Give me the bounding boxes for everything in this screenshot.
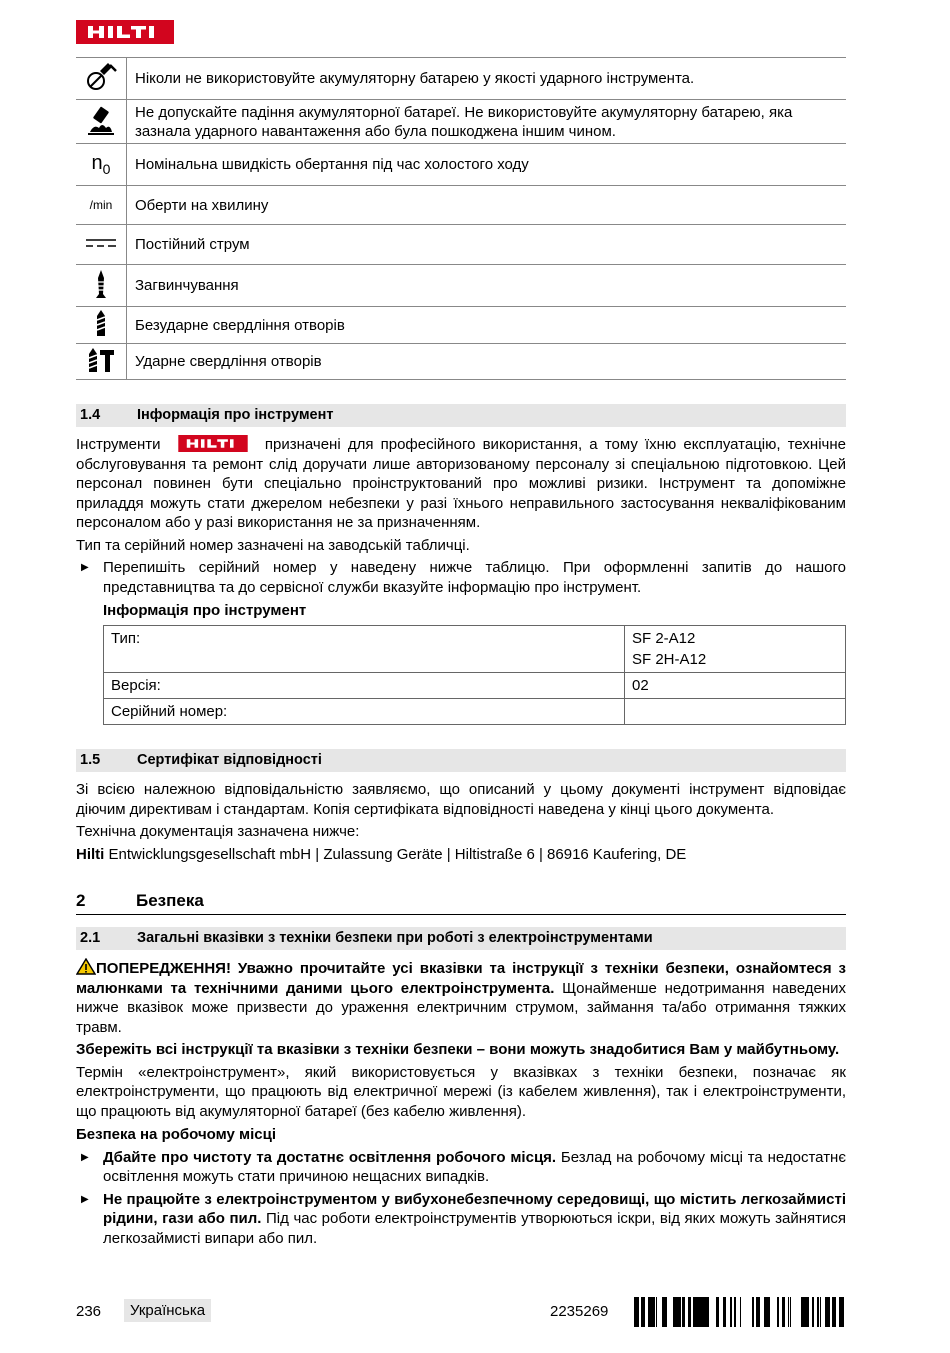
section-1-4-heading — [76, 404, 846, 427]
page-footer — [76, 1297, 846, 1327]
text-fragment: призначені для професійного використання, а тому їхню експлуатацію, технічне обслуговування та ремонт слід доручати лише авторизованому персоналу зі спеціальною підготовкою. Цей персонал повинен бути спеціально проінструктований про можливі ризики. Інструмент та допоміжне приладдя можуть стати джерелом небезпеки у разі їхнього неправильного застосування некваліфікованим персоналом або у разі використання не за призначенням. — [76, 436, 846, 531]
section-number: 2.1 — [80, 930, 101, 946]
paragraph: Тип та серійний номер зазначені на заводській табличці. — [76, 536, 470, 554]
symbol-description: Ніколи не використовуйте акумуляторну батарею у якості ударного інструмента. — [127, 58, 847, 100]
page-content — [76, 57, 846, 1251]
symbol-description: Ударне свердління отворів — [127, 344, 847, 380]
bullet-bold: Не працюйте з електроінструментом у вибухонебезпечному середовищі, що містить легкозаймисті рідини, гази або пил. — [103, 1190, 846, 1227]
bullet-item — [76, 1148, 846, 1187]
table-row — [104, 673, 846, 699]
company-name: Hilti — [76, 845, 105, 863]
paragraph: Термін «електроінструмент», який використовується у вказівках з техніки безпеки, позначає як електроінструменти, що працюють від електричної мережі (із кабелем живлення), так і електроінструменти, що працюють від акумуляторної батареї (без кабелю живлення). — [76, 1063, 846, 1120]
table-row — [104, 699, 846, 725]
hilti-logo — [76, 20, 174, 44]
paragraph: Зі всією належною відповідальністю заявляємо, що описаний у цьому документі інструмент відповідає діючим директивам і стандартам. Копія сертифіката відповідності наведена у кінці цього документа. — [76, 781, 846, 818]
symbol-description: Номінальна швидкість обертання під час холостого ходу — [127, 144, 847, 186]
section-title: Інформація про інструмент — [137, 407, 334, 423]
warning-triangle-icon — [76, 958, 96, 975]
bullet-triangle-icon: ▶ — [81, 1193, 89, 1205]
symbol-row — [76, 186, 846, 225]
falling-battery-icon — [86, 104, 116, 136]
page-number: 236 — [76, 1303, 102, 1320]
bullet-item — [76, 1190, 846, 1249]
symbol-description: Постійний струм — [127, 225, 847, 265]
info-table-title: Інформація про інструмент — [103, 602, 307, 619]
symbol-row — [76, 100, 846, 144]
table-label: Серійний номер: — [104, 699, 625, 725]
bullet-bold: Дбайте про чистоту та достатнє освітлення робочого місця. — [103, 1148, 557, 1166]
type-value: SF 2H-A12 — [632, 651, 707, 668]
warning-bold-text: ПОПЕРЕДЖЕННЯ! Уважно прочитайте усі вказівки та інструкції з техніки безпеки, ознайомтеся з малюнками та технічними даними цього електроінструмента. — [76, 960, 846, 997]
idle-speed-symbol: $n_0$ — [76, 144, 127, 186]
serial-number-field[interactable] — [625, 699, 846, 725]
text-fragment: Інструменти — [76, 436, 161, 453]
keep-instructions: Збережіть всі інструкції та вказівки з техніки безпеки – вони можуть знадобитися Вам у майбутньому. — [76, 1041, 840, 1058]
symbol-description: Безударне свердління отворів — [127, 307, 847, 344]
table-label: Версія: — [104, 673, 625, 699]
chapter-2-heading — [76, 890, 846, 915]
section-2-1-heading — [76, 927, 846, 950]
screwdriving-icon — [91, 268, 111, 300]
barcode — [634, 1297, 846, 1327]
section-1-5-heading — [76, 749, 846, 772]
section-number: 1.5 — [80, 752, 101, 768]
symbol-row — [76, 225, 846, 265]
chapter-number: 2 — [76, 891, 86, 910]
document-number: 2235269 — [550, 1303, 609, 1320]
language-label: Українська — [124, 1299, 211, 1322]
symbol-description: Оберти на хвилину — [127, 186, 847, 225]
table-value — [625, 626, 846, 673]
paragraph — [76, 845, 846, 865]
warning-paragraph — [76, 958, 846, 1037]
chapter-title: Безпека — [136, 891, 204, 910]
symbol-description: Не допускайте падіння акумуляторної батареї. Не використовуйте акумуляторну батарею, яка зазнала ударного навантаження або була пошкоджена іншим чином. — [127, 100, 847, 144]
paragraph: Технічна документація зазначена нижче: — [76, 823, 360, 840]
bullet-text: Під час роботи електроінструментів утворюються іскри, від яких можуть зайнятися легкозаймисті випари або пил. — [103, 1210, 846, 1247]
drilling-icon — [93, 308, 109, 338]
symbol-row — [76, 265, 846, 307]
paragraph — [76, 435, 846, 533]
table-row — [104, 626, 846, 673]
company-address: Entwicklungsgesellschaft mbH | Zulassung Geräte | Hiltistraße 6 | 86916 Kaufering, DE — [104, 845, 687, 863]
section-title: Загальні вказівки з техніки безпеки при роботі з електроінструментами — [137, 930, 653, 946]
bullet-text: Безлад на робочому місці та недостатнє освітлення можуть стати причиною нещасних випадків. — [103, 1148, 846, 1185]
symbol-row — [76, 144, 846, 186]
symbol-row — [76, 58, 846, 100]
bullet-triangle-icon: ▶ — [81, 562, 89, 573]
symbol-row — [76, 344, 846, 380]
section-number: 1.4 — [80, 407, 101, 423]
no-hammer-icon — [84, 61, 118, 93]
per-minute-symbol: /min — [76, 186, 127, 225]
bullet-text: Перепишіть серійний номер у наведену нижче таблицю. При оформленні запитів до нашого представництва та до сервісної служби вказуйте інформацію про інструмент. — [103, 559, 846, 596]
type-value: SF 2-A12 — [632, 630, 696, 647]
direct-current-icon — [85, 237, 117, 249]
symbols-table — [76, 57, 846, 380]
table-label: Тип: — [104, 626, 625, 673]
info-table — [103, 625, 846, 725]
bullet-triangle-icon: ▶ — [81, 1151, 89, 1163]
hammer-drilling-icon — [87, 346, 115, 374]
symbol-description: Загвинчування — [127, 265, 847, 307]
warning-text: Щонайменше недотримання наведених нижче вказівок може призвести до ураження електричним струмом, займання та/або отримання тяжких травм. — [76, 979, 847, 1036]
section-title: Сертифікат відповідності — [137, 752, 322, 768]
bullet-item — [76, 558, 846, 597]
subheading: Безпека на робочому місці — [76, 1126, 277, 1143]
hilti-inline-logo — [171, 435, 255, 452]
symbol-row — [76, 307, 846, 344]
table-value: 02 — [625, 673, 846, 699]
